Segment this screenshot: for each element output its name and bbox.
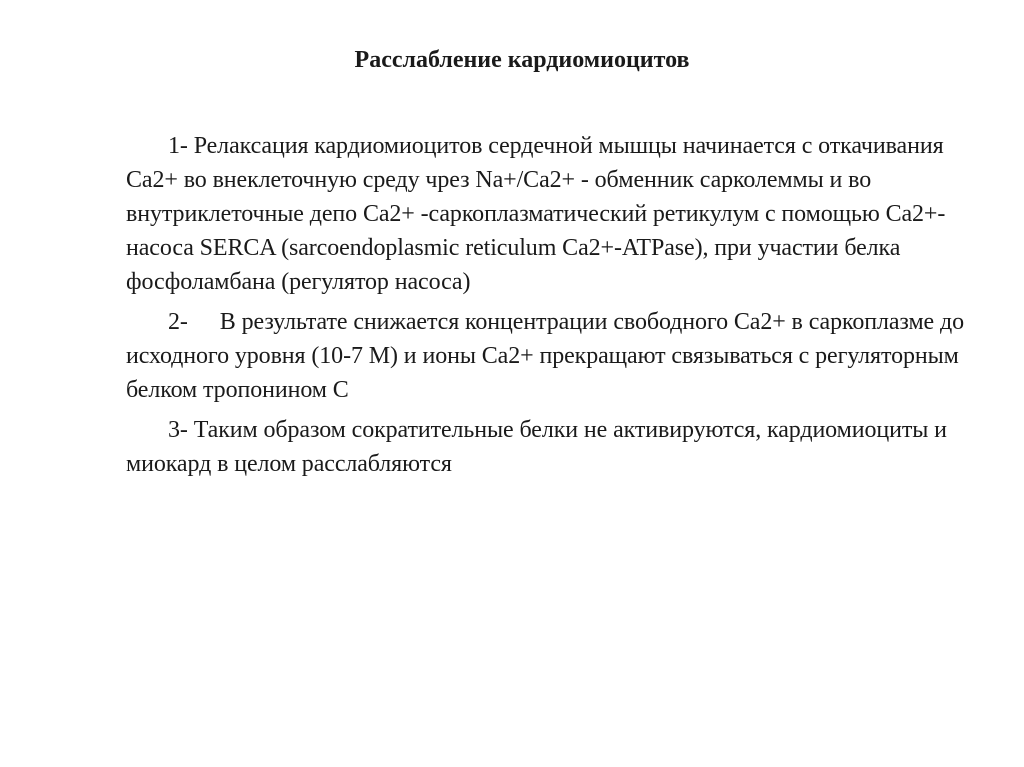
paragraph-text: В результате снижается концентрации свободного Са2+ в саркоплазме до исходного уровня (10-7 М) и ионы Са2+ прекращают связываться с регуляторным белком тропонином С (126, 309, 964, 403)
paragraph-text: Релаксация кардиомиоцитов сердечной мышцы начинается с откачивания Са2+ во внеклеточную среду чрез Na+/Са2+ - обменник сарколеммы и во внутриклеточные депо Са2+ -саркоплазматический ретикулум с помощью Са2+-насоса SERCA (sarcoendoplasmic reticulum Ca2+-ATPase), при участии белка фосфоламбана (регулятор насоса) (126, 133, 946, 295)
paragraph-number: 1- (168, 133, 188, 159)
paragraph-3 (126, 413, 986, 481)
paragraph-text: Таким образом сократительные белки не активируются, кардиомиоциты и миокард в целом расслабляются (126, 417, 947, 477)
paragraph-number: 2- (168, 309, 188, 335)
slide-title: Расслабление кардиомиоцитов (354, 47, 690, 73)
paragraph-1 (126, 129, 986, 299)
paragraph-number: 3- (168, 417, 188, 443)
slide-body (126, 129, 986, 487)
paragraph-2 (126, 305, 986, 407)
